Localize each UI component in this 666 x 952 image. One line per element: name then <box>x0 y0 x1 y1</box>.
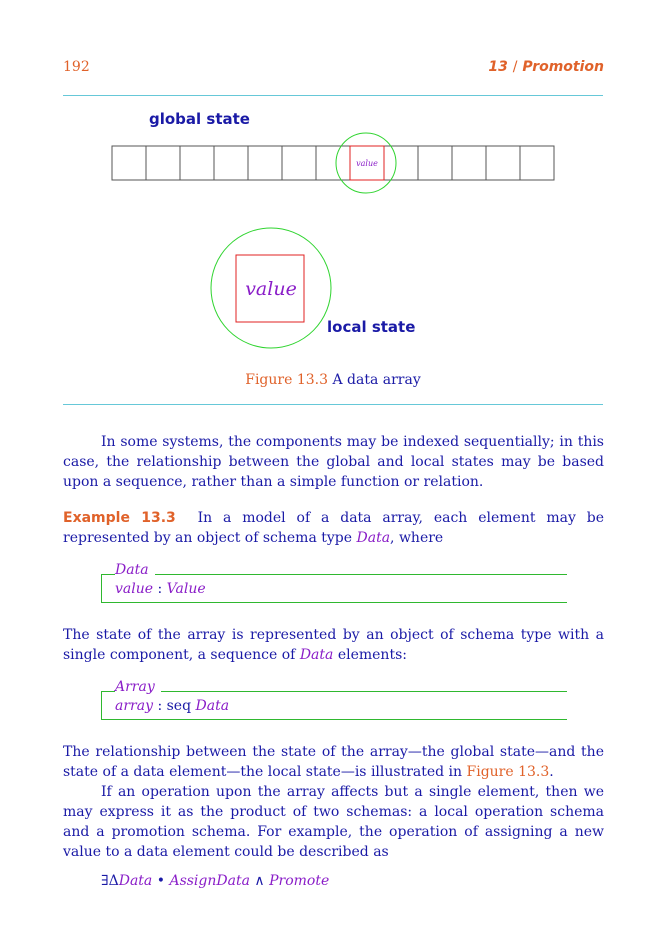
caption-ref: Figure 13.3 <box>245 372 329 388</box>
chapter-number: 13 <box>488 59 508 75</box>
para2-end: elements: <box>333 647 407 663</box>
data-array-figure <box>0 0 666 400</box>
formula-data: Data <box>118 873 153 889</box>
schema-left-line <box>101 574 102 603</box>
page-number: 192 <box>63 59 90 75</box>
local-value-text: value <box>245 278 297 300</box>
para3-end: . <box>549 764 554 780</box>
schema-name: Array <box>115 679 161 695</box>
array-cells <box>112 146 554 180</box>
example-text-b: , where <box>390 530 444 546</box>
delta-symbol: Δ <box>108 873 119 889</box>
chapter-title: Promotion <box>522 59 604 75</box>
schema-data-box <box>101 562 567 603</box>
paragraph-3 <box>63 742 604 782</box>
schema-top-line <box>101 574 567 575</box>
para1-text: In some systems, the components may be indexed sequentially; in this case, the relationship between the global and local states may be based upon a sequence, rather than a simple function or relation. <box>63 434 604 490</box>
paragraph-1 <box>63 432 604 492</box>
decl-sep: : seq <box>153 698 196 714</box>
schema-bottom-line <box>101 719 567 720</box>
para3-figure-ref[interactable]: Figure 13.3 <box>466 764 550 780</box>
formula-promote: Promote <box>269 873 330 889</box>
decl-var: array <box>115 698 153 714</box>
para2-text: The state of the array is represented by an object of schema type with a single component, a sequence of <box>63 627 604 663</box>
decl-type: Value <box>166 581 206 597</box>
schema-top-line <box>101 691 567 692</box>
decl-var: value <box>115 581 154 597</box>
array-outline <box>112 146 554 180</box>
paragraph-4 <box>63 782 604 862</box>
example-label: Example 13.3 <box>63 510 176 526</box>
global-state-label: global state <box>149 110 250 128</box>
para3-text: The relationship between the state of the array—the global state—and the state of a data element—the local state—is illustrated in <box>63 744 604 780</box>
schema-left-line <box>101 691 102 720</box>
schema-declaration <box>115 698 229 714</box>
decl-sep: : <box>153 581 167 597</box>
and-symbol: ∧ <box>249 873 270 889</box>
schema-array-box <box>101 679 567 720</box>
para2-type: Data <box>299 647 334 663</box>
local-state-label: local state <box>327 318 416 336</box>
caption-text: A data array <box>332 372 421 388</box>
example-paragraph <box>63 508 604 548</box>
header-separator: / <box>512 59 518 75</box>
figure-caption <box>0 372 666 388</box>
decl-type: Data <box>195 698 230 714</box>
promotion-formula <box>101 873 329 889</box>
schema-name: Data <box>115 562 155 578</box>
schema-declaration <box>115 581 206 597</box>
bottom-figure-rule <box>63 404 603 405</box>
formula-assign: AssignData <box>169 873 250 889</box>
example-type-name: Data <box>356 530 391 546</box>
exists-symbol: ∃ <box>101 873 109 889</box>
schema-bottom-line <box>101 602 567 603</box>
cell-value-text: value <box>356 159 378 168</box>
para4-text: If an operation upon the array affects but a single element, then we may express it as the product of two schemas: a local operation schema and a promotion schema. For example, the operation of assigning a new value to a data element could be described as <box>63 784 604 860</box>
bullet-symbol: • <box>152 873 170 889</box>
paragraph-2 <box>63 625 604 665</box>
example-text-a: In a model of a data array, each element may be represented by an object of schema type <box>63 510 604 546</box>
